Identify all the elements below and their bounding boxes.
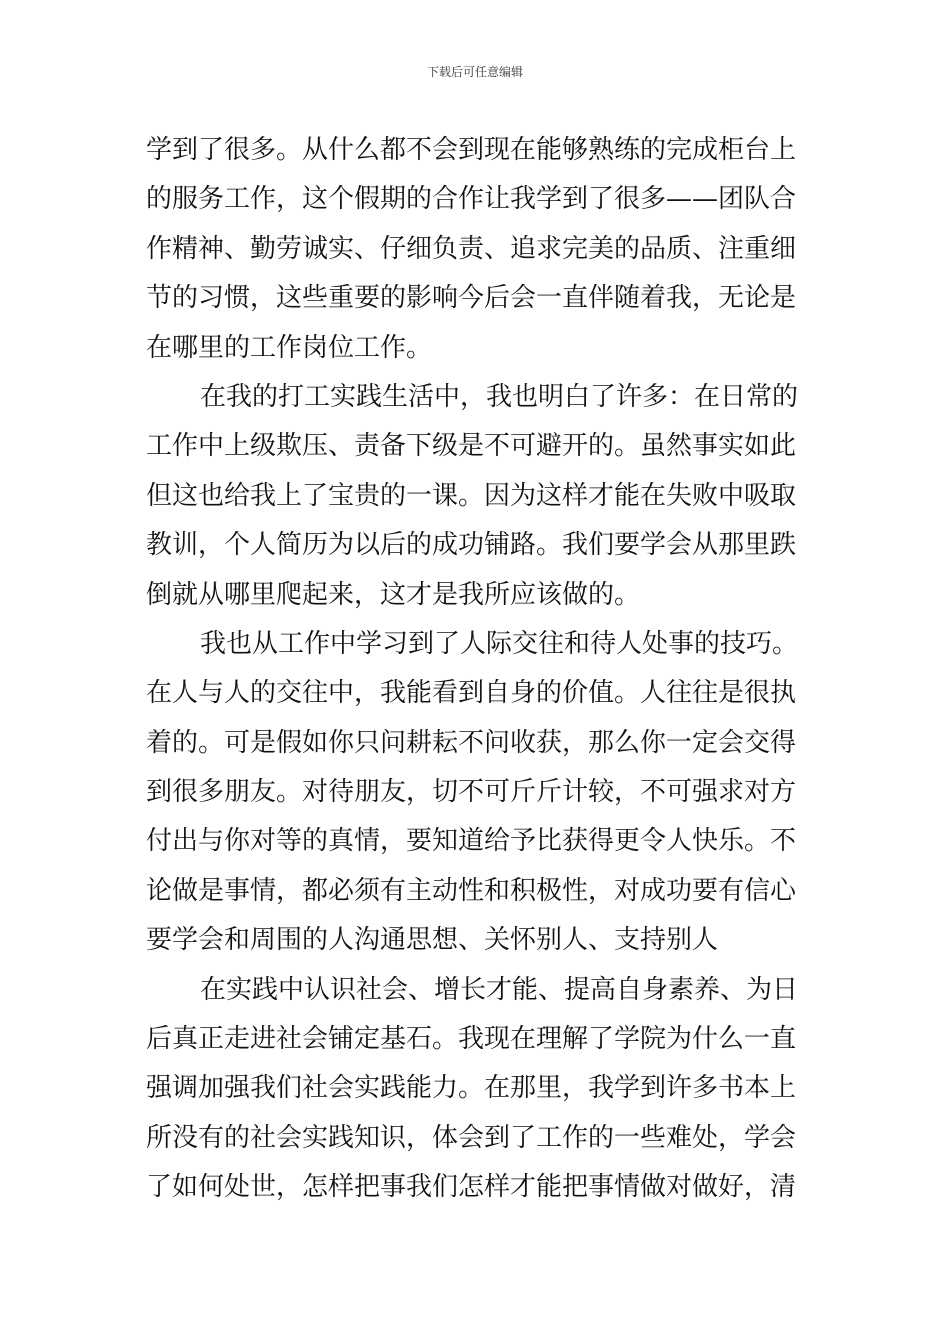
document-body [146,126,808,1213]
text-line: 节的习惯，这些重要的影响今后会一直伴随着我，无论是 [146,283,797,314]
paragraph-2 [146,373,808,620]
text-line: 在我的打工实践生活中，我也明白了许多：在日常的 [200,381,799,412]
text-line: 了如何处世，怎样把事我们怎样才能把事情做对做好，清 [146,1172,797,1203]
text-line: 作精神、勤劳诚实、仔细负责、追求完美的品质、注重细 [146,233,797,264]
text-line: 工作中上级欺压、责备下级是不可避开的。虽然事实如此 [146,431,797,462]
paragraph-4 [146,966,808,1213]
text-line: 学到了很多。从什么都不会到现在能够熟练的完成柜台上 [146,135,797,165]
text-line: 在实践中认识社会、增长才能、提高自身素养、为日 [200,974,799,1005]
text-line: 教训，个人简历为以后的成功铺路。我们要学会从那里跌 [146,530,797,561]
text-line: 在人与人的交往中，我能看到自身的价值。人往往是很执 [146,678,797,709]
paragraph-3 [146,620,808,966]
text-line: 但这也给我上了宝贵的一课。因为这样才能在失败中吸取 [146,480,797,511]
text-line: 在哪里的工作岗位工作。 [146,332,433,363]
text-line: 付出与你对等的真情，要知道给予比获得更令人快乐。不 [146,826,797,857]
paragraph-1 [146,126,808,373]
text-line: 强调加强我们社会实践能力。在那里，我学到许多书本上 [146,1073,797,1104]
text-line: 后真正走进社会铺定基石。我现在理解了学院为什么一直 [146,1024,797,1055]
text-line: 倒就从哪里爬起来，这才是我所应该做的。 [146,579,641,610]
text-line: 的服务工作，这个假期的合作让我学到了很多——团队合 [146,184,797,215]
text-line: 着的。可是假如你只问耕耘不问收获，那么你一定会交得 [146,727,797,758]
text-line: 所没有的社会实践知识，体会到了工作的一些难处，学会 [146,1122,797,1153]
text-line: 到很多朋友。对待朋友，切不可斤斤计较，不可强求对方 [146,777,797,808]
text-line: 论做是事情，都必须有主动性和积极性，对成功要有信心 [146,875,797,906]
text-line: 我也从工作中学习到了人际交往和待人处事的技巧。 [200,628,799,659]
text-line: 要学会和周围的人沟通思想、关怀别人、支持别人 [146,925,719,956]
page-header: 下载后可任意编辑 [426,65,523,79]
